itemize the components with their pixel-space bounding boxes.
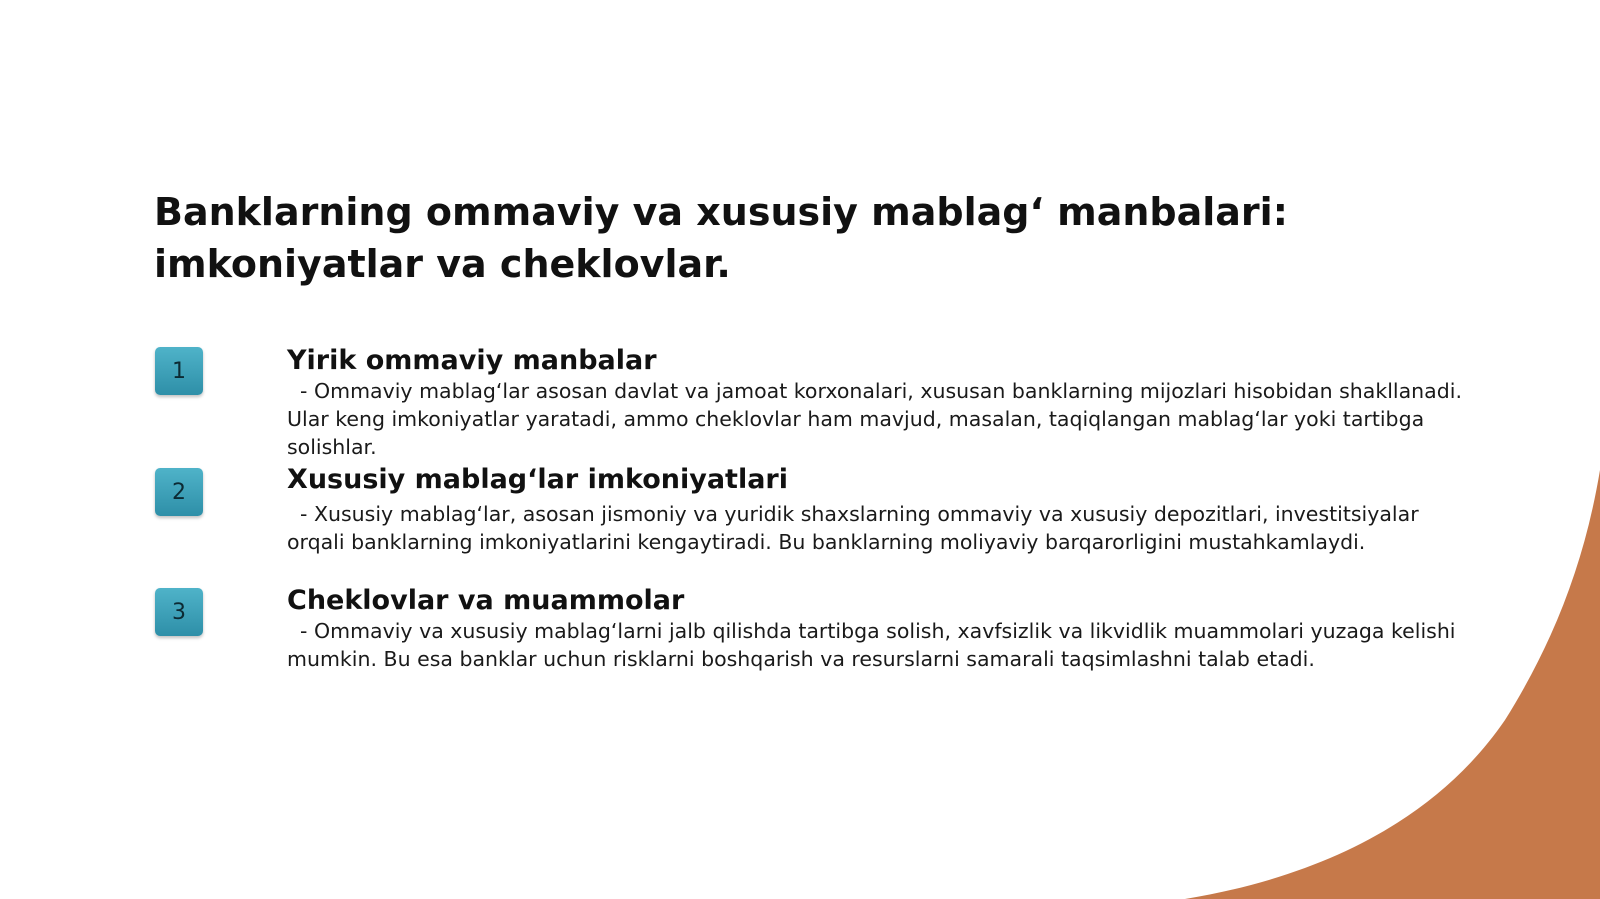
item-body: - Ommaviy va xususiy mablag‘larni jalb qilishda tartibga solish, xavfsizlik va likvidlik muammolari yuzaga kelishi mumkin. Bu esa banklar uchun risklarni boshqarish va resurslarni samarali taqsimlashni talab etadi. (287, 619, 1463, 671)
slide-title-line-2: imkoniyatlar va cheklovlar. (154, 242, 731, 286)
slide-title-line-1: Banklarning ommaviy va xususiy mablag‘ manbalari: (154, 190, 1288, 234)
item-heading: Yirik ommaviy manbalar (287, 345, 657, 376)
item-heading: Cheklovlar va muammolar (287, 585, 685, 616)
item-text (287, 585, 1467, 673)
number-badge: 1 (155, 347, 203, 395)
item-body: - Ommaviy mablag‘lar asosan davlat va jamoat korxonalari, xususan banklarning mijozlari hisobidan shakllanadi. Ular keng imkoniyatlar yaratadi, ammo cheklovlar ham mavjud, masalan, taqiqlangan mablag‘lar yoki tartibga solishlar. (287, 379, 1469, 459)
number-badge: 2 (155, 468, 203, 516)
item-text (287, 345, 1467, 461)
slide-title (154, 186, 1354, 290)
item-text (287, 464, 1467, 556)
item-heading: Xususiy mablag‘lar imkoniyatlari (287, 464, 789, 495)
number-badge: 3 (155, 588, 203, 636)
item-body: - Xususiy mablag‘lar, asosan jismoniy va yuridik shaxslarning ommaviy va xususiy depozitlari, investitsiyalar orqali banklarning imkoniyatlarini kengaytiradi. Bu banklarning moliyaviy barqarorligini mustahkamlaydi. (287, 502, 1426, 554)
